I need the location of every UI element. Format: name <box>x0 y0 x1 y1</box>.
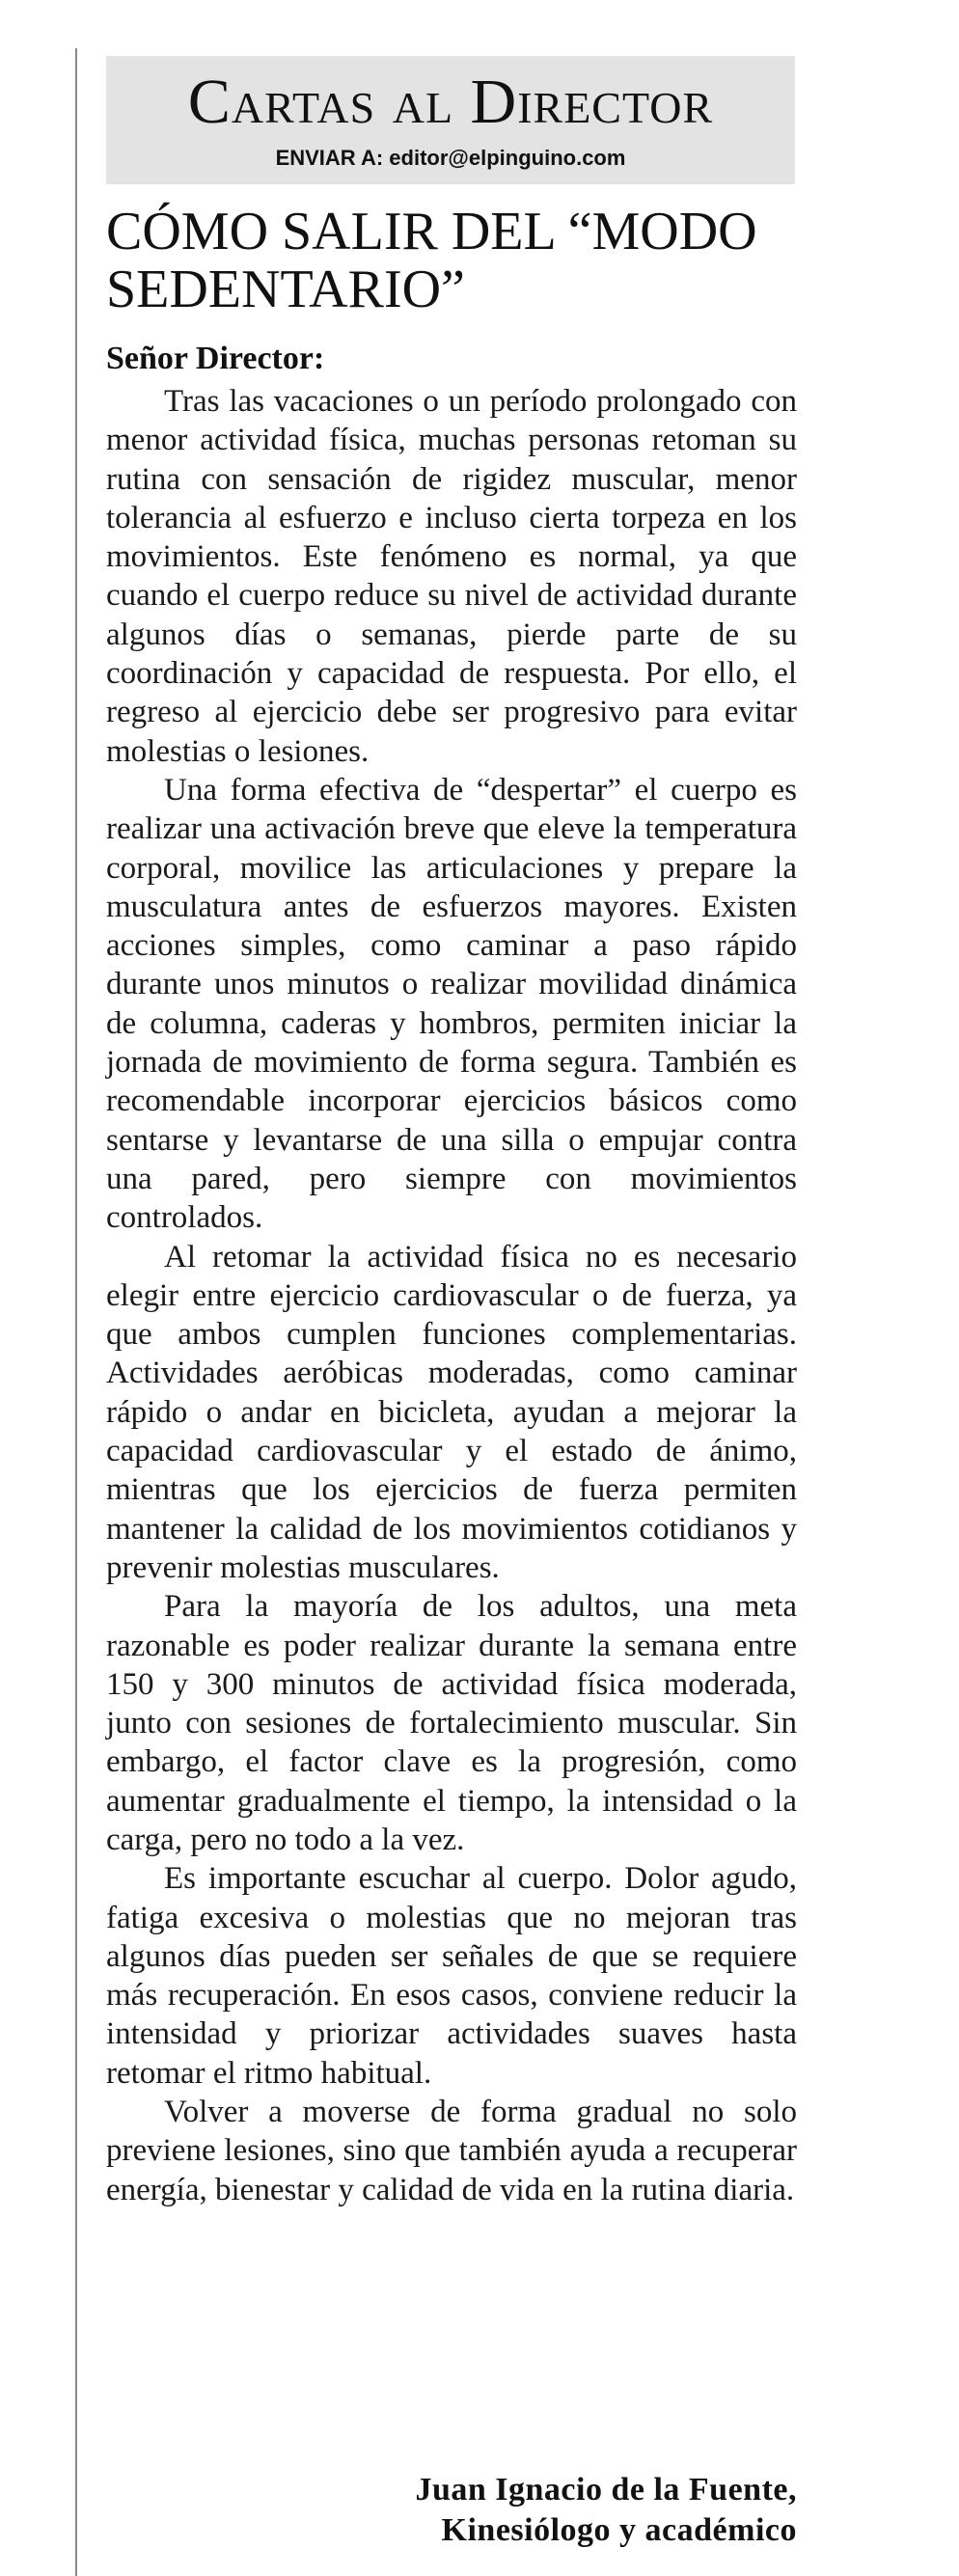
signature-role: Kinesiólogo y académico <box>441 2512 797 2548</box>
letter-body <box>106 382 797 2209</box>
send-to-email[interactable]: ENVIAR A: editor@elpinguino.com <box>275 146 626 170</box>
letter-paragraph: Al retomar la actividad física no es necesario elegir entre ejercicio cardiovascular o de fuerza, ya que ambos cumplen funciones complementarias. Actividades aeróbicas moderadas, como caminar rápido o andar en bicicleta, ayudan a mejorar la capacidad cardiovascular y el estado de ánimo, mientras que los ejercicios de fuerza permiten mantener la calidad de los movimientos cotidianos y prevenir molestias musculares. <box>106 1239 797 1585</box>
letter-paragraph: Volver a moverse de forma gradual no solo previene lesiones, sino que también ayuda a recuperar energía, bienestar y calidad de vida en la rutina diaria. <box>106 2095 797 2207</box>
letter-signature <box>415 2470 797 2551</box>
letter-paragraph: Para la mayoría de los adultos, una meta razonable es poder realizar durante la semana entre 150 y 300 minutos de actividad física moderada, junto con sesiones de fortalecimiento muscular. Sin embargo, el factor clave es la progresión, como aumentar gradualmente el tiempo, la intensidad o la carga, pero no todo a la vez. <box>106 1589 797 1857</box>
letter-paragraph: Una forma efectiva de “despertar” el cuerpo es realizar una activación breve que eleve la temperatura corporal, movilice las articulaciones y prepare la musculatura antes de esfuerzos mayores. Existen acciones simples, como caminar a paso rápido durante unos minutos o realizar movilidad dinámica de columna, caderas y hombros, permiten iniciar la jornada de movimiento de forma segura. También es recomendable incorporar ejercicios básicos como sentarse y levantarse de una silla o empujar contra una pared, pero siempre con movimientos controlados. <box>106 772 797 1236</box>
letter-paragraph: Es importante escuchar al cuerpo. Dolor agudo, fatiga excesiva o molestias que no mejoran tras algunos días pueden ser señales de que se requiere más recuperación. En esos casos, conviene reducir la intensidad y priorizar actividades suaves hasta retomar el ritmo habitual. <box>106 1861 797 2091</box>
signature-name: Juan Ignacio de la Fuente, <box>415 2472 797 2507</box>
letter-headline: CÓMO SALIR DEL “MODO SEDENTARIO” <box>106 202 757 319</box>
column-rule <box>75 48 77 2576</box>
letter-paragraph: Tras las vacaciones o un período prolongado con menor actividad física, muchas personas retoman su rutina con sensación de rigidez muscular, menor tolerancia al esfuerzo e incluso cierta torpeza en los movimientos. Este fenómeno es normal, ya que cuando el cuerpo reduce su nivel de actividad durante algunos días o semanas, pierde parte de su coordinación y capacidad de respuesta. Por ello, el regreso al ejercicio debe ser progresivo para evitar molestias o lesiones. <box>106 384 797 769</box>
section-header <box>106 56 795 184</box>
section-title: Cartas al Director <box>187 67 714 137</box>
letter-salutation: Señor Director: <box>106 341 325 376</box>
